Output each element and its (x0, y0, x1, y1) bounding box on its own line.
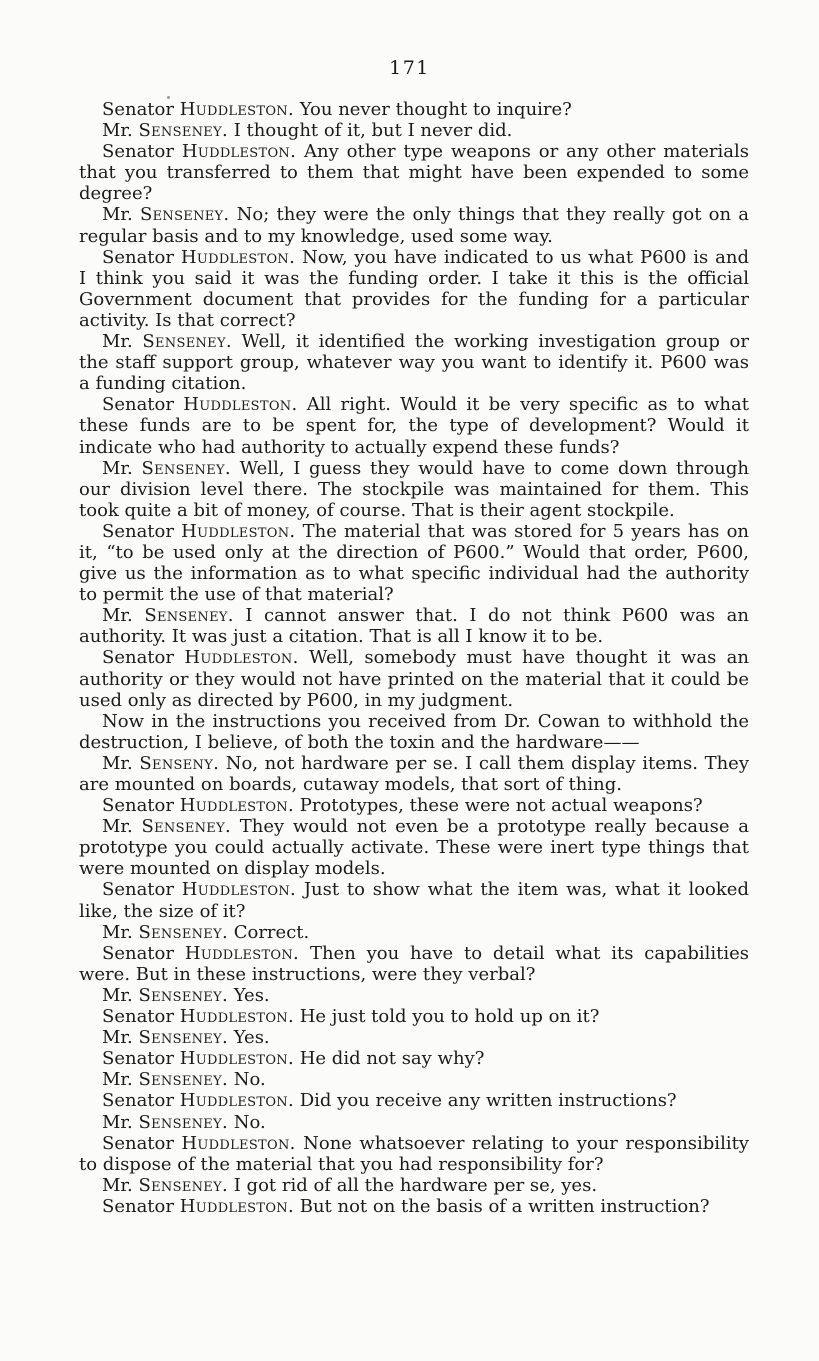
speaker-prefix: Mr. (102, 921, 133, 943)
dialog-paragraph (79, 394, 749, 457)
paragraph-text: I got rid of all the hardware per se, yes. (233, 1174, 598, 1196)
paragraph-text: Prototypes, these were not actual weapons? (299, 795, 703, 817)
dialog-paragraph (79, 247, 749, 331)
speaker-name: Huddleston. (180, 246, 296, 268)
speaker-prefix: Mr. (102, 605, 133, 627)
paragraph-text: Well, somebody must have thought it was an authority or they would not have printed on the material that it could be used only as directed by P600, in my judgment. (79, 647, 750, 711)
speaker-prefix: Mr. (102, 816, 133, 838)
dialog-paragraph (79, 1048, 749, 1069)
dialog-paragraph (79, 1133, 749, 1175)
speaker-prefix: Senator (102, 1048, 174, 1070)
paragraph-text: No, not hardware per se. I call them display items. They are mounted on boards, cutaway models, that sort of thing. (79, 752, 749, 795)
speaker-prefix: Senator (102, 647, 174, 669)
paragraph-text: Well, I guess they would have to come down through our division level there. The stockpile was maintained for them. This took quite a bit of money, of course. That is their agent stockpile. (79, 457, 749, 521)
speaker-name: Huddleston. (181, 1132, 296, 1154)
speaker-prefix: Senator (102, 99, 174, 120)
dialog-paragraph (79, 1006, 749, 1027)
speaker-name: Senseney. (142, 331, 232, 353)
speaker-name: Senseney. (144, 605, 234, 627)
speaker-name: Senseney. (138, 1069, 228, 1091)
paragraph-text: Then you have to detail what its capabilities were. But in these instructions, were they verbal? (79, 942, 749, 985)
paragraph-text: Well, it identified the working investigation group or the staff support group, whatever way you want to identify it. P600 was a funding citation. (79, 331, 749, 395)
speaker-name: Senseney. (138, 1027, 228, 1049)
paragraph-text: But not on the basis of a written instruction? (299, 1195, 710, 1217)
paragraph-text: No. (233, 1069, 266, 1091)
speaker-name: Huddleston. (184, 647, 299, 669)
speaker-prefix: Mr. (102, 331, 133, 353)
paragraph-text: I thought of it, but I never did. (233, 120, 513, 142)
dialog-paragraph (79, 1175, 749, 1196)
speaker-name: Senseney. (141, 457, 231, 479)
speaker-name: Huddleston. (179, 1048, 294, 1070)
dialog-paragraph (79, 120, 749, 141)
speaker-prefix: Senator (102, 942, 174, 964)
speaker-prefix: Mr. (102, 1111, 133, 1133)
dialog-paragraph (79, 985, 749, 1006)
paragraph-text: Any other type weapons or any other materials that you transferred to them that might have been expended to some degree? (79, 141, 749, 205)
speaker-name: Senseney. (138, 984, 228, 1006)
paragraph-text: Now in the instructions you received from Dr. Cowan to withhold the destruction, I believe, of both the toxin and the hardware—— (79, 710, 749, 753)
speaker-prefix: Mr. (102, 120, 133, 142)
page-number: 171 (389, 57, 430, 79)
dialog-paragraph (79, 711, 749, 753)
dialog-paragraph (79, 816, 749, 879)
speaker-name: Huddleston. (181, 141, 297, 163)
speaker-name: Huddleston. (181, 879, 297, 901)
speaker-prefix: Mr. (102, 1027, 133, 1049)
dialog-paragraph (79, 1112, 749, 1133)
speaker-prefix: Mr. (102, 1174, 133, 1196)
speaker-name: Huddleston. (183, 394, 298, 416)
speaker-name: Huddleston. (184, 942, 300, 964)
speaker-name: Huddleston. (179, 1090, 294, 1112)
paragraph-text: All right. Would it be very specific as to what these funds are to be spent for, the type of development? Would it indicate who had authority to actually expend these funds? (79, 394, 749, 458)
speaker-prefix: Mr. (102, 1069, 133, 1091)
speaker-name: Senseney. (141, 816, 231, 838)
paragraph-text: Did you receive any written instructions? (299, 1090, 677, 1112)
speaker-prefix: Mr. (102, 984, 133, 1006)
speaker-name: Huddleston. (179, 1195, 294, 1217)
speaker-prefix: Senator (102, 520, 174, 542)
dialog-paragraph (79, 753, 749, 795)
speaker-prefix: Senator (102, 246, 174, 268)
paragraph-text: He just told you to hold up on it? (299, 1006, 600, 1028)
speaker-prefix: Mr. (102, 204, 133, 226)
dialog-paragraph (79, 99, 749, 120)
speaker-name: Senseney. (138, 1111, 228, 1133)
paragraph-text: No. (233, 1111, 266, 1133)
dialog-paragraph (79, 141, 749, 204)
speaker-prefix: Senator (102, 394, 174, 416)
speaker-prefix: Mr. (102, 752, 133, 774)
speaker-prefix: Senator (102, 1195, 174, 1217)
speaker-name: Senseney. (138, 120, 228, 142)
speaker-name: Huddleston. (179, 99, 294, 120)
paragraph-text: He did not say why? (299, 1048, 485, 1070)
dialog-paragraph (79, 1196, 749, 1217)
speaker-name: Senseney. (138, 1174, 228, 1196)
paragraph-text: You never thought to inquire? (299, 99, 572, 120)
dialog-paragraph (79, 605, 749, 647)
speaker-name: Senseney. (139, 204, 230, 226)
speaker-name: Huddleston. (181, 520, 296, 542)
paragraph-text: Yes. (233, 984, 270, 1006)
paragraph-text: Just to show what the item was, what it looked like, the size of it? (79, 879, 749, 922)
dialog-paragraph (79, 879, 749, 921)
speaker-name: Senseny. (139, 752, 220, 774)
paragraph-text: Yes. (233, 1027, 270, 1049)
dialog-paragraph (79, 1069, 749, 1090)
paragraph-text: No; they were the only things that they really got on a regular basis and to my knowledge, used some way. (79, 204, 749, 247)
paragraph-text: I cannot answer that. I do not think P600 was an authority. It was just a citation. That is all I know it to be. (79, 605, 749, 648)
paragraph-text: They would not even be a prototype really because a prototype you could actually activate. These were inert type things that were mounted on display models. (79, 816, 749, 880)
speaker-name: Huddleston. (179, 1006, 294, 1028)
dialog-paragraph (79, 943, 749, 985)
speaker-prefix: Senator (102, 1132, 174, 1154)
dialog-paragraph (79, 1090, 749, 1111)
paragraph-text: The material that was stored for 5 years has on it, “to be used only at the direction of P600.” Would that order, P600, give us the information as to what specific individual had the authority to permit the use of that material? (79, 520, 749, 606)
paragraph-text: Correct. (233, 921, 310, 943)
speaker-prefix: Senator (102, 795, 174, 817)
dialog-paragraph (79, 204, 749, 246)
speaker-prefix: Senator (102, 1006, 174, 1028)
transcript-body (79, 99, 749, 1217)
speaker-prefix: Senator (102, 141, 174, 163)
speaker-prefix: Mr. (102, 457, 133, 479)
dialog-paragraph (79, 795, 749, 816)
paragraph-text: Now, you have indicated to us what P600 is and I think you said it was the funding order. I take it this is the official Government document that provides for the funding for a particular activity. Is that correct? (79, 246, 749, 331)
dialog-paragraph (79, 1027, 749, 1048)
dialog-paragraph (79, 521, 749, 605)
dialog-paragraph (79, 922, 749, 943)
dialog-paragraph (79, 647, 749, 710)
speaker-prefix: Senator (102, 1090, 174, 1112)
speaker-name: Huddleston. (179, 795, 294, 817)
speaker-prefix: Senator (102, 879, 174, 901)
paragraph-text: None whatsoever relating to your responsibility to dispose of the material that you had responsibility for? (79, 1132, 749, 1175)
dialog-paragraph (79, 331, 749, 394)
dialog-paragraph (79, 458, 749, 521)
speaker-name: Senseney. (138, 921, 228, 943)
